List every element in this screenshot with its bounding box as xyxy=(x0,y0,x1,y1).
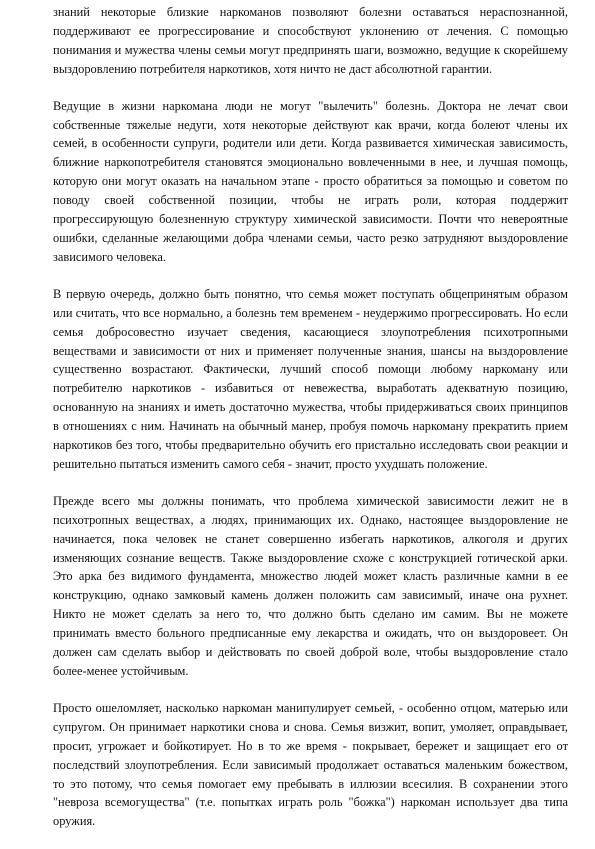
document-page xyxy=(53,0,568,849)
paragraph-3: В первую очередь, должно быть понятно, что семья может поступать общепринятым образом или считать, что все нормально, а болезнь тем временем - неудержимо прогрессировать. Но если семья добросовестно изучает сведения, касающиеся злоупотребления психотропными веществами и зависимости от них и применяет полученные знания, шансы на выздоровление существенно возрастают. Фактически, лучший способ помощи любому наркоману или потребителю наркотиков - избавиться от невежества, выработать адекватную позицию, основанную на знаниях и иметь достаточно мужества, чтобы придерживаться своих принципов в отношениях с ним. Начинать на обычный манер, пробуя помочь наркоману прекратить прием наркотиков без того, чтобы предварительно обучить его пристально исследовать свои реакции и решительно пытаться изменить самого себя - значит, просто ухудшать положение. xyxy=(53,286,568,471)
paragraph-4: Прежде всего мы должны понимать, что проблема химической зависимости лежит не в психотропных веществах, а людях, принимающих их. Однако, настоящее выздоровление не начинается, пока человек не станет совершенно избегать наркотиков, алкоголя и других изменяющих сознание веществ. Также выздоровление схоже с конструкцией готической арки. Это арка без видимого фундамента, множество людей может класть различные камни в ее конструкцию, однако замковый камень должен положить сам зависимый, иначе она рухнет. Никто не может сделать за него то, что должно быть сделано им самим. Вы не можете принимать вместо больного предписанные ему лекарства и ожидать, что он выздоровеет. Он должен сам сделать выбор и действовать по своей доброй воле, чтобы выздоровление стало более-менее устойчивым. xyxy=(53,493,568,678)
paragraph-1: знаний некоторые близкие наркоманов позволяют болезни оставаться нераспознанной, поддерживают ее прогрессирование и способствуют уклонению от лечения. С помощью понимания и мужества члены семьи могут предпринять шаги, возможно, ведущие к скорейшему выздоровлению потребителя наркотиков, хотя ничто не даст абсолютной гарантии. xyxy=(53,5,568,76)
paragraph-2: Ведущие в жизни наркомана люди не могут "вылечить" болезнь. Доктора не лечат свои собственные тяжелые недуги, хотя некоторые действуют как врачи, когда болеют члены их семей, в особенности супруги, родители или дети. Когда развивается химическая зависимость, ближние наркопотребителя становятся эмоционально вовлеченными в нее, и лучшая помощь, которую они могут оказать на начальном этапе - просто обратиться за помощью и советом по поводу своей собственной позиции, чтобы не играть роли, которая поддержит прогрессирующую болезненную структуру химической зависимости. Почти что невероятные ошибки, сделанные желающими добра членами семьи, часто резко затрудняют выздоровление зависимого человека. xyxy=(53,98,568,264)
paragraph-5: Просто ошеломляет, насколько наркоман манипулирует семьей, - особенно отцом, матерью или супругом. Он принимает наркотики снова и снова. Семья визжит, вопит, умоляет, оправдывает, просит, угрожает и бойкотирует. Но в то же время - покрывает, бережет и защищает его от последствий злоупотребления. Если зависимый продолжает оставаться маленьким божеством, то это потому, что семья помогает ему пребывать в иллюзии всесилия. В сохранении этого "невроза всемогущества" (т.е. попытках играть роль "божка") наркоман использует два типа оружия. xyxy=(53,700,568,829)
